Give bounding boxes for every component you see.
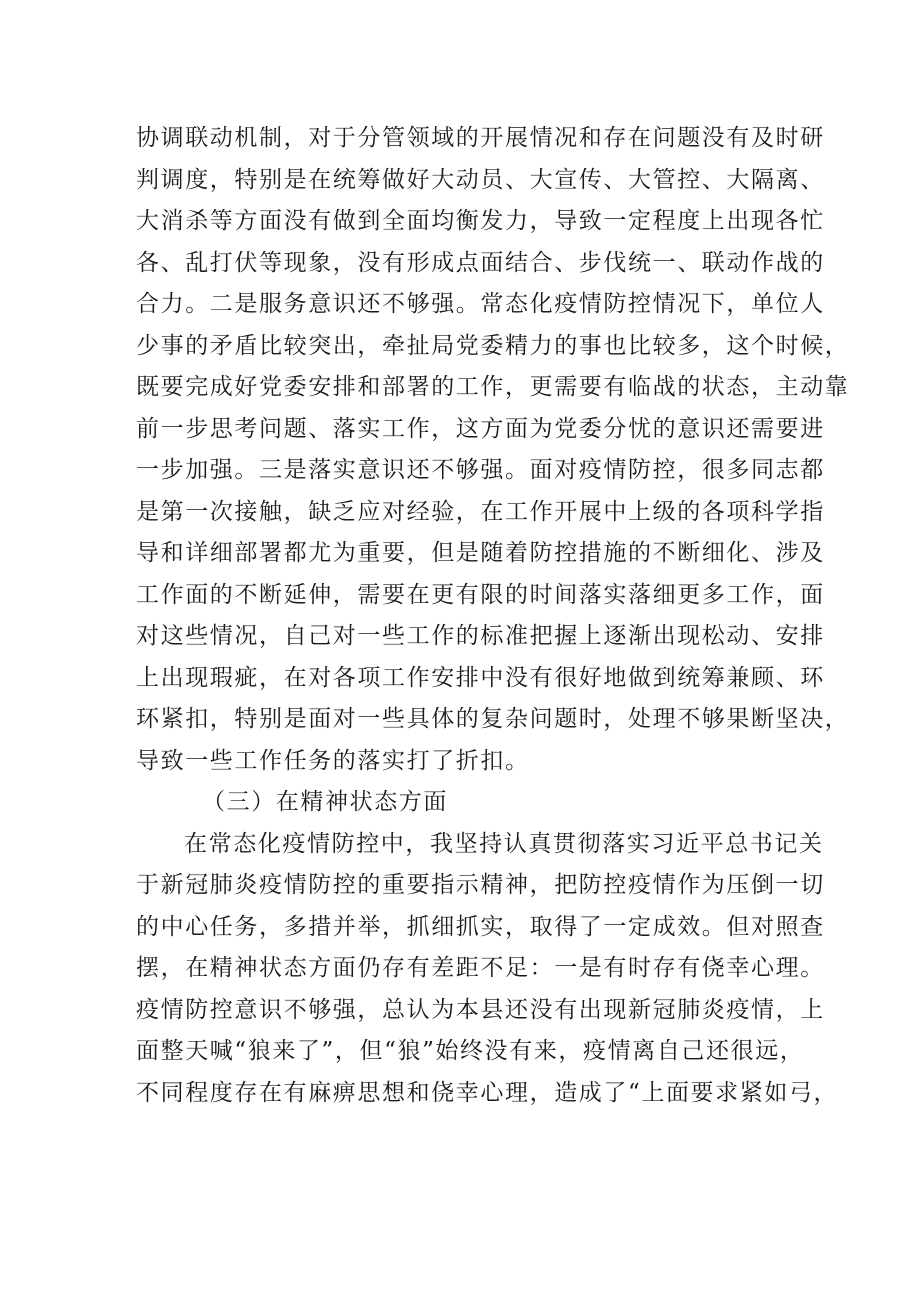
text-line: 面整天喊“狼来了”，但“狼”始终没有来，疫情离自己还很远， <box>136 1038 805 1064</box>
text-line: 是第一次接触，缺乏应对经验，在工作开展中上级的各项科学指 <box>136 498 825 525</box>
text-line: 导和详细部署都尤为重要，但是随着防控措施的不断细化、涉及 <box>136 540 825 566</box>
text-line: 一步加强。三是落实意识还不够强。面对疫情防控，很多同志都 <box>136 457 825 483</box>
text-line: 对这些情况，自己对一些工作的标准把握上逐渐出现松动、安排 <box>136 623 825 649</box>
body-text <box>136 118 850 1114</box>
text-line: 协调联动机制，对于分管领域的开展情况和存在问题没有及时研 <box>136 125 825 151</box>
text-line: 导致一些工作任务的落实打了折扣。 <box>136 747 530 774</box>
text-line: 摆，在精神状态方面仍存有差距不足：一是有时存有侥幸心理。 <box>136 955 825 981</box>
text-line: 不同程度存在有麻痹思想和侥幸心理，造成了“上面要求紧如弓， <box>136 1079 839 1106</box>
text-line: 少事的矛盾比较突出，牵扯局党委精力的事也比较多，这个时候， <box>136 332 850 359</box>
text-line: 前一步思考问题、落实工作，这方面为党委分忧的意识还需要进 <box>136 415 825 442</box>
text-line: 上出现瑕疵，在对各项工作安排中没有很好地做到统筹兼顾、环 <box>136 664 825 691</box>
text-line: 各、乱打伏等现象，没有形成点面结合、步伐统一、联动作战的 <box>136 249 825 276</box>
text-line: 既要完成好党委安排和部署的工作，更需要有临战的状态，主动靠 <box>136 374 850 400</box>
text-line: 工作面的不断延伸，需要在更有限的时间落实落细更多工作，面 <box>136 581 825 608</box>
section-heading: （三）在精神状态方面 <box>202 789 448 815</box>
text-line: 判调度，特别是在统筹做好大动员、大宣传、大管控、大隔离、 <box>136 166 825 193</box>
text-line: 大消杀等方面没有做到全面均衡发力，导致一定程度上出现各忙 <box>136 208 825 234</box>
text-line: 环紧扣，特别是面对一些具体的复杂问题时，处理不够果断坚决， <box>136 706 850 732</box>
text-line: 合力。二是服务意识还不够强。常态化疫情防控情况下，单位人 <box>136 291 825 317</box>
text-line: 于新冠肺炎疫情防控的重要指示精神，把防控疫情作为压倒一切 <box>136 872 825 898</box>
text-line: 的中心任务，多措并举，抓细抓实，取得了一定成效。但对照查 <box>136 913 825 940</box>
paragraph-first-line: 在常态化疫情防控中，我坚持认真贯彻落实习近平总书记关 <box>184 830 824 857</box>
text-line: 疫情防控意识不够强，总认为本县还没有出现新冠肺炎疫情，上 <box>136 996 825 1023</box>
